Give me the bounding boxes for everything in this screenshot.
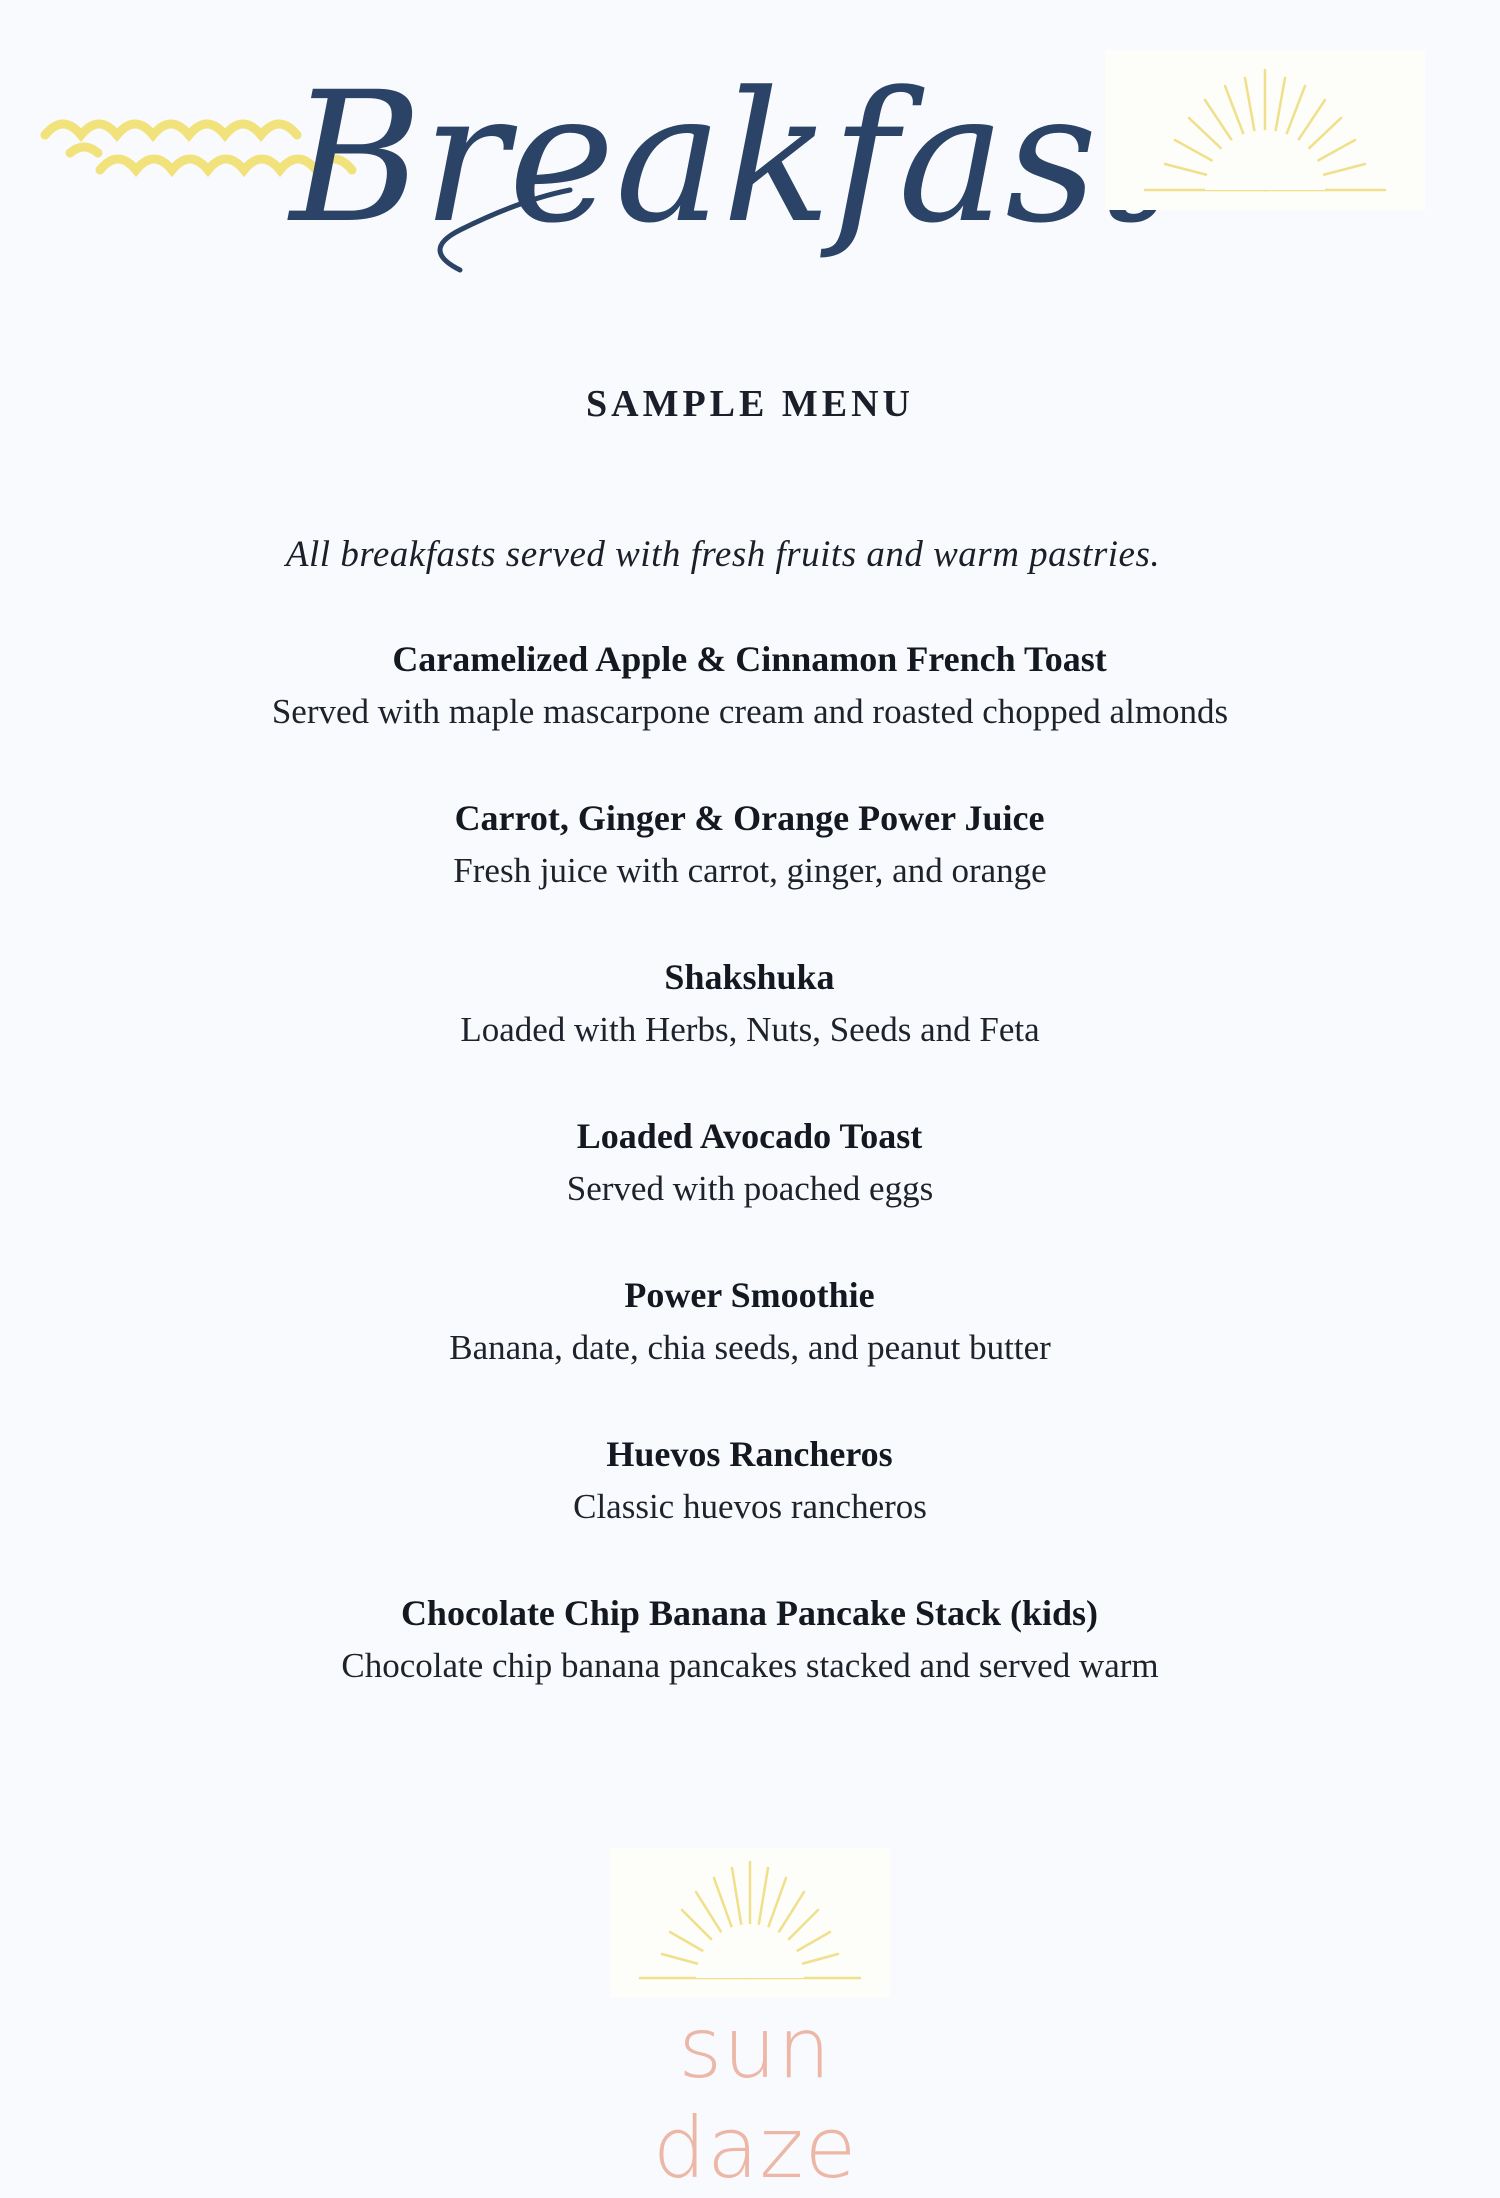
menu-item-name: Power Smoothie <box>624 1275 875 1315</box>
menu-item <box>0 1110 1500 1269</box>
sun-daze-logo <box>590 1848 910 2197</box>
menu-list <box>0 633 1500 1746</box>
menu-item <box>0 633 1500 792</box>
menu-item <box>0 951 1500 1110</box>
menu-item-name: Chocolate Chip Banana Pancake Stack (kids) <box>400 1593 1099 1633</box>
menu-item <box>0 1428 1500 1587</box>
menu-tagline: All breakfasts served with fresh fruits and warm pastries. <box>285 534 1161 575</box>
menu-item-description: Served with poached eggs <box>566 1169 934 1208</box>
breakfast-title <box>290 20 1170 300</box>
menu-item-description: Loaded with Herbs, Nuts, Seeds and Feta <box>460 1010 1040 1049</box>
menu-item-name: Caramelized Apple & Cinnamon French Toast <box>392 639 1107 679</box>
menu-item-description: Served with maple mascarpone cream and roasted chopped almonds <box>271 692 1229 731</box>
menu-item <box>0 1269 1500 1428</box>
logo-text: sun daze <box>652 1999 858 2197</box>
menu-heading: SAMPLE MENU <box>586 383 914 425</box>
menu-item-name: Carrot, Ginger & Orange Power Juice <box>454 798 1045 838</box>
page-title: Breakfast <box>290 54 1170 263</box>
menu-item-name: Shakshuka <box>664 957 835 997</box>
menu-item-description: Chocolate chip banana pancakes stacked and served warm <box>341 1646 1159 1685</box>
menu-item-description: Banana, date, chia seeds, and peanut butter <box>449 1328 1051 1367</box>
sunrise-icon <box>1105 50 1425 210</box>
sunrise-logo-icon <box>610 1848 890 1998</box>
menu-item-description: Fresh juice with carrot, ginger, and orange <box>453 851 1047 890</box>
menu-item <box>0 1587 1500 1746</box>
menu-item-name: Huevos Rancheros <box>606 1434 893 1474</box>
menu-item-name: Loaded Avocado Toast <box>576 1116 923 1156</box>
menu-item-description: Classic huevos rancheros <box>573 1487 927 1526</box>
menu-item <box>0 792 1500 951</box>
